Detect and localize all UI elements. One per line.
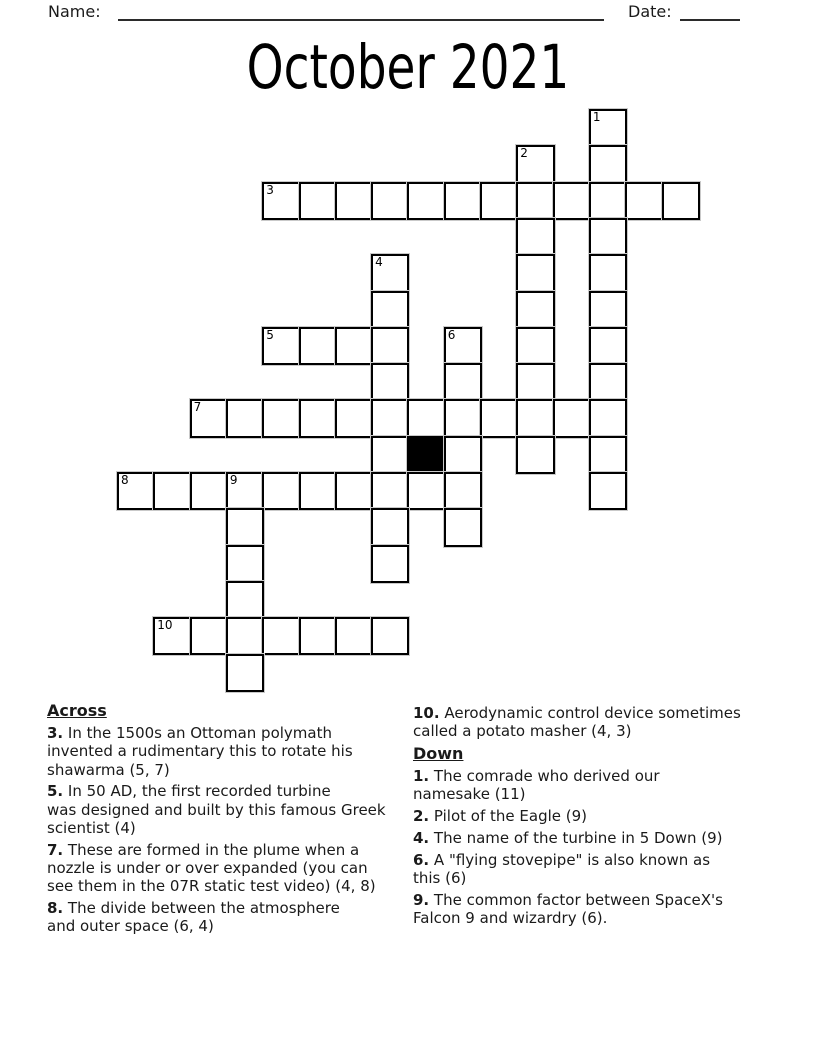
grid-cell[interactable] xyxy=(516,254,554,292)
cell-number: 4 xyxy=(375,255,383,270)
grid-cell[interactable] xyxy=(226,472,264,510)
grid-cell[interactable] xyxy=(589,254,627,292)
clue-down-2 xyxy=(413,807,813,825)
grid-cell[interactable] xyxy=(516,363,554,401)
grid-cell[interactable] xyxy=(589,363,627,401)
clue-across-8 xyxy=(47,899,429,936)
clue-line: see them in the 07R static test video) (4, 8) xyxy=(47,877,376,896)
grid-cell[interactable] xyxy=(299,327,337,365)
grid-cell[interactable] xyxy=(589,145,627,183)
clue-line: The comrade who derived our xyxy=(433,767,660,786)
grid-cell[interactable] xyxy=(553,182,591,220)
grid-black-cell xyxy=(407,436,445,474)
grid-cell[interactable] xyxy=(299,182,337,220)
grid-cell[interactable] xyxy=(371,617,409,655)
grid-cell[interactable] xyxy=(589,291,627,329)
clue-line: nozzle is under or over expanded (you can xyxy=(47,859,368,878)
grid-cell[interactable] xyxy=(117,472,155,510)
down-heading: Down xyxy=(413,744,464,764)
grid-cell[interactable] xyxy=(371,545,409,583)
grid-cell[interactable] xyxy=(516,399,554,437)
across-clues-column xyxy=(47,701,429,939)
across-heading: Across xyxy=(47,701,107,720)
grid-cell[interactable] xyxy=(371,508,409,546)
clue-number: 3. xyxy=(47,724,64,742)
grid-cell[interactable] xyxy=(262,182,300,220)
grid-cell[interactable] xyxy=(299,472,337,510)
clue-number: 8. xyxy=(47,899,64,918)
grid-cell[interactable] xyxy=(262,617,300,655)
clue-number: 6. xyxy=(413,850,430,869)
clue-down-4 xyxy=(413,829,813,847)
date-fill-line[interactable] xyxy=(680,19,740,21)
grid-cell[interactable] xyxy=(589,399,627,437)
grid-cell[interactable] xyxy=(625,182,663,220)
cell-number: 10 xyxy=(157,618,173,633)
grid-cell[interactable] xyxy=(407,399,445,437)
clue-line: was designed and built by this famous Greek xyxy=(47,800,386,819)
grid-cell[interactable] xyxy=(444,472,482,510)
clue-line: These are formed in the plume when a xyxy=(67,840,360,859)
cell-number: 9 xyxy=(229,473,238,487)
grid-cell[interactable] xyxy=(444,399,482,437)
cell-number: 2 xyxy=(520,146,528,161)
grid-cell[interactable] xyxy=(444,363,482,401)
clue-number: 2. xyxy=(413,807,430,826)
clue-down-1 xyxy=(413,767,813,804)
grid-cell[interactable] xyxy=(190,617,228,655)
grid-cell[interactable] xyxy=(371,182,409,220)
grid-cell[interactable] xyxy=(662,182,700,220)
clue-line: namesake (11) xyxy=(413,785,526,804)
clue-line: this (6) xyxy=(413,869,467,888)
grid-cell[interactable] xyxy=(589,436,627,474)
grid-cell[interactable] xyxy=(371,291,409,329)
grid-cell[interactable] xyxy=(371,363,409,401)
grid-cell[interactable] xyxy=(335,399,373,437)
clue-line: invented a rudimentary this to rotate his xyxy=(47,742,353,761)
name-fill-line[interactable] xyxy=(118,19,604,21)
clue-line: shawarma (5, 7) xyxy=(47,760,170,779)
clue-line: scientist (4) xyxy=(47,818,136,837)
down-clues-column xyxy=(413,704,813,931)
grid-cell[interactable] xyxy=(444,436,482,474)
grid-cell[interactable] xyxy=(407,182,445,220)
name-label: Name: xyxy=(48,2,101,21)
grid-cell[interactable] xyxy=(190,399,228,437)
grid-cell[interactable] xyxy=(335,472,373,510)
clue-down-9 xyxy=(413,891,813,928)
grid-cell[interactable] xyxy=(262,399,300,437)
clue-number: 1. xyxy=(413,767,430,786)
clue-line: The common factor between SpaceX's xyxy=(433,890,723,909)
grid-cell[interactable] xyxy=(226,654,264,692)
grid-cell[interactable] xyxy=(190,472,228,510)
grid-cell[interactable] xyxy=(480,182,518,220)
cell-number: 6 xyxy=(447,327,456,342)
grid-cell[interactable] xyxy=(589,472,627,510)
clue-line: Pilot of the Eagle (9) xyxy=(433,807,588,826)
clue-line: The name of the turbine in 5 Down (9) xyxy=(433,828,723,847)
grid-cell[interactable] xyxy=(153,472,191,510)
clue-number: 7. xyxy=(47,840,64,859)
grid-cell[interactable] xyxy=(516,145,554,183)
clue-line: Falcon 9 and wizardry (6). xyxy=(413,909,608,928)
grid-cell[interactable] xyxy=(335,617,373,655)
clue-across-7 xyxy=(47,841,429,896)
page-title xyxy=(0,32,816,104)
grid-cell[interactable] xyxy=(589,218,627,256)
clue-line: and outer space (6, 4) xyxy=(47,917,214,936)
grid-cell[interactable] xyxy=(371,399,409,437)
clue-number: 4. xyxy=(413,828,430,847)
grid-cell[interactable] xyxy=(371,254,409,292)
cell-number: 8 xyxy=(121,473,129,487)
cell-number: 5 xyxy=(266,327,274,342)
grid-cell[interactable] xyxy=(589,327,627,365)
grid-cell[interactable] xyxy=(407,472,445,510)
grid-cell[interactable] xyxy=(371,472,409,510)
clue-line: The divide between the atmosphere xyxy=(67,899,340,918)
grid-cell[interactable] xyxy=(226,617,264,655)
grid-cell[interactable] xyxy=(299,617,337,655)
clue-number: 5. xyxy=(47,782,64,801)
grid-cell[interactable] xyxy=(226,508,264,546)
clue-across-10 xyxy=(413,704,813,741)
grid-cell[interactable] xyxy=(516,291,554,329)
grid-cell[interactable] xyxy=(589,109,627,147)
grid-cell[interactable] xyxy=(516,436,554,474)
grid-cell[interactable] xyxy=(444,327,482,365)
grid-cell[interactable] xyxy=(444,182,482,220)
grid-cell[interactable] xyxy=(553,399,591,437)
clue-line: called a potato masher (4, 3) xyxy=(413,722,632,741)
grid-cell[interactable] xyxy=(589,182,627,220)
grid-cell[interactable] xyxy=(226,581,264,619)
grid-cell[interactable] xyxy=(444,508,482,546)
clue-number: 10. xyxy=(413,704,440,722)
date-label: Date: xyxy=(628,2,672,21)
grid-cell[interactable] xyxy=(226,545,264,583)
grid-cell[interactable] xyxy=(516,182,554,220)
grid-cell[interactable] xyxy=(335,327,373,365)
grid-cell[interactable] xyxy=(153,617,191,655)
grid-cell[interactable] xyxy=(262,472,300,510)
grid-cell[interactable] xyxy=(516,218,554,256)
clue-line: In 50 AD, the first recorded turbine xyxy=(67,782,331,801)
clue-down-6 xyxy=(413,851,813,888)
clue-line: In the 1500s an Ottoman polymath xyxy=(67,724,332,742)
clue-line: A "flying stovepipe" is also known as xyxy=(433,850,711,869)
grid-cell[interactable] xyxy=(371,327,409,365)
page-title-text: October 2021 xyxy=(246,32,570,104)
cell-number: 7 xyxy=(193,400,202,415)
grid-cell[interactable] xyxy=(262,327,300,365)
grid-cell[interactable] xyxy=(335,182,373,220)
grid-cell[interactable] xyxy=(299,399,337,437)
grid-cell[interactable] xyxy=(371,436,409,474)
clue-number: 9. xyxy=(413,890,430,909)
clue-line: Aerodynamic control device sometimes xyxy=(444,704,741,722)
grid-cell[interactable] xyxy=(226,399,264,437)
grid-cell[interactable] xyxy=(480,399,518,437)
grid-cell[interactable] xyxy=(516,327,554,365)
cell-number: 1 xyxy=(592,110,601,124)
clue-across-3 xyxy=(47,724,429,779)
clue-across-5 xyxy=(47,782,429,837)
cell-number: 3 xyxy=(266,182,274,197)
